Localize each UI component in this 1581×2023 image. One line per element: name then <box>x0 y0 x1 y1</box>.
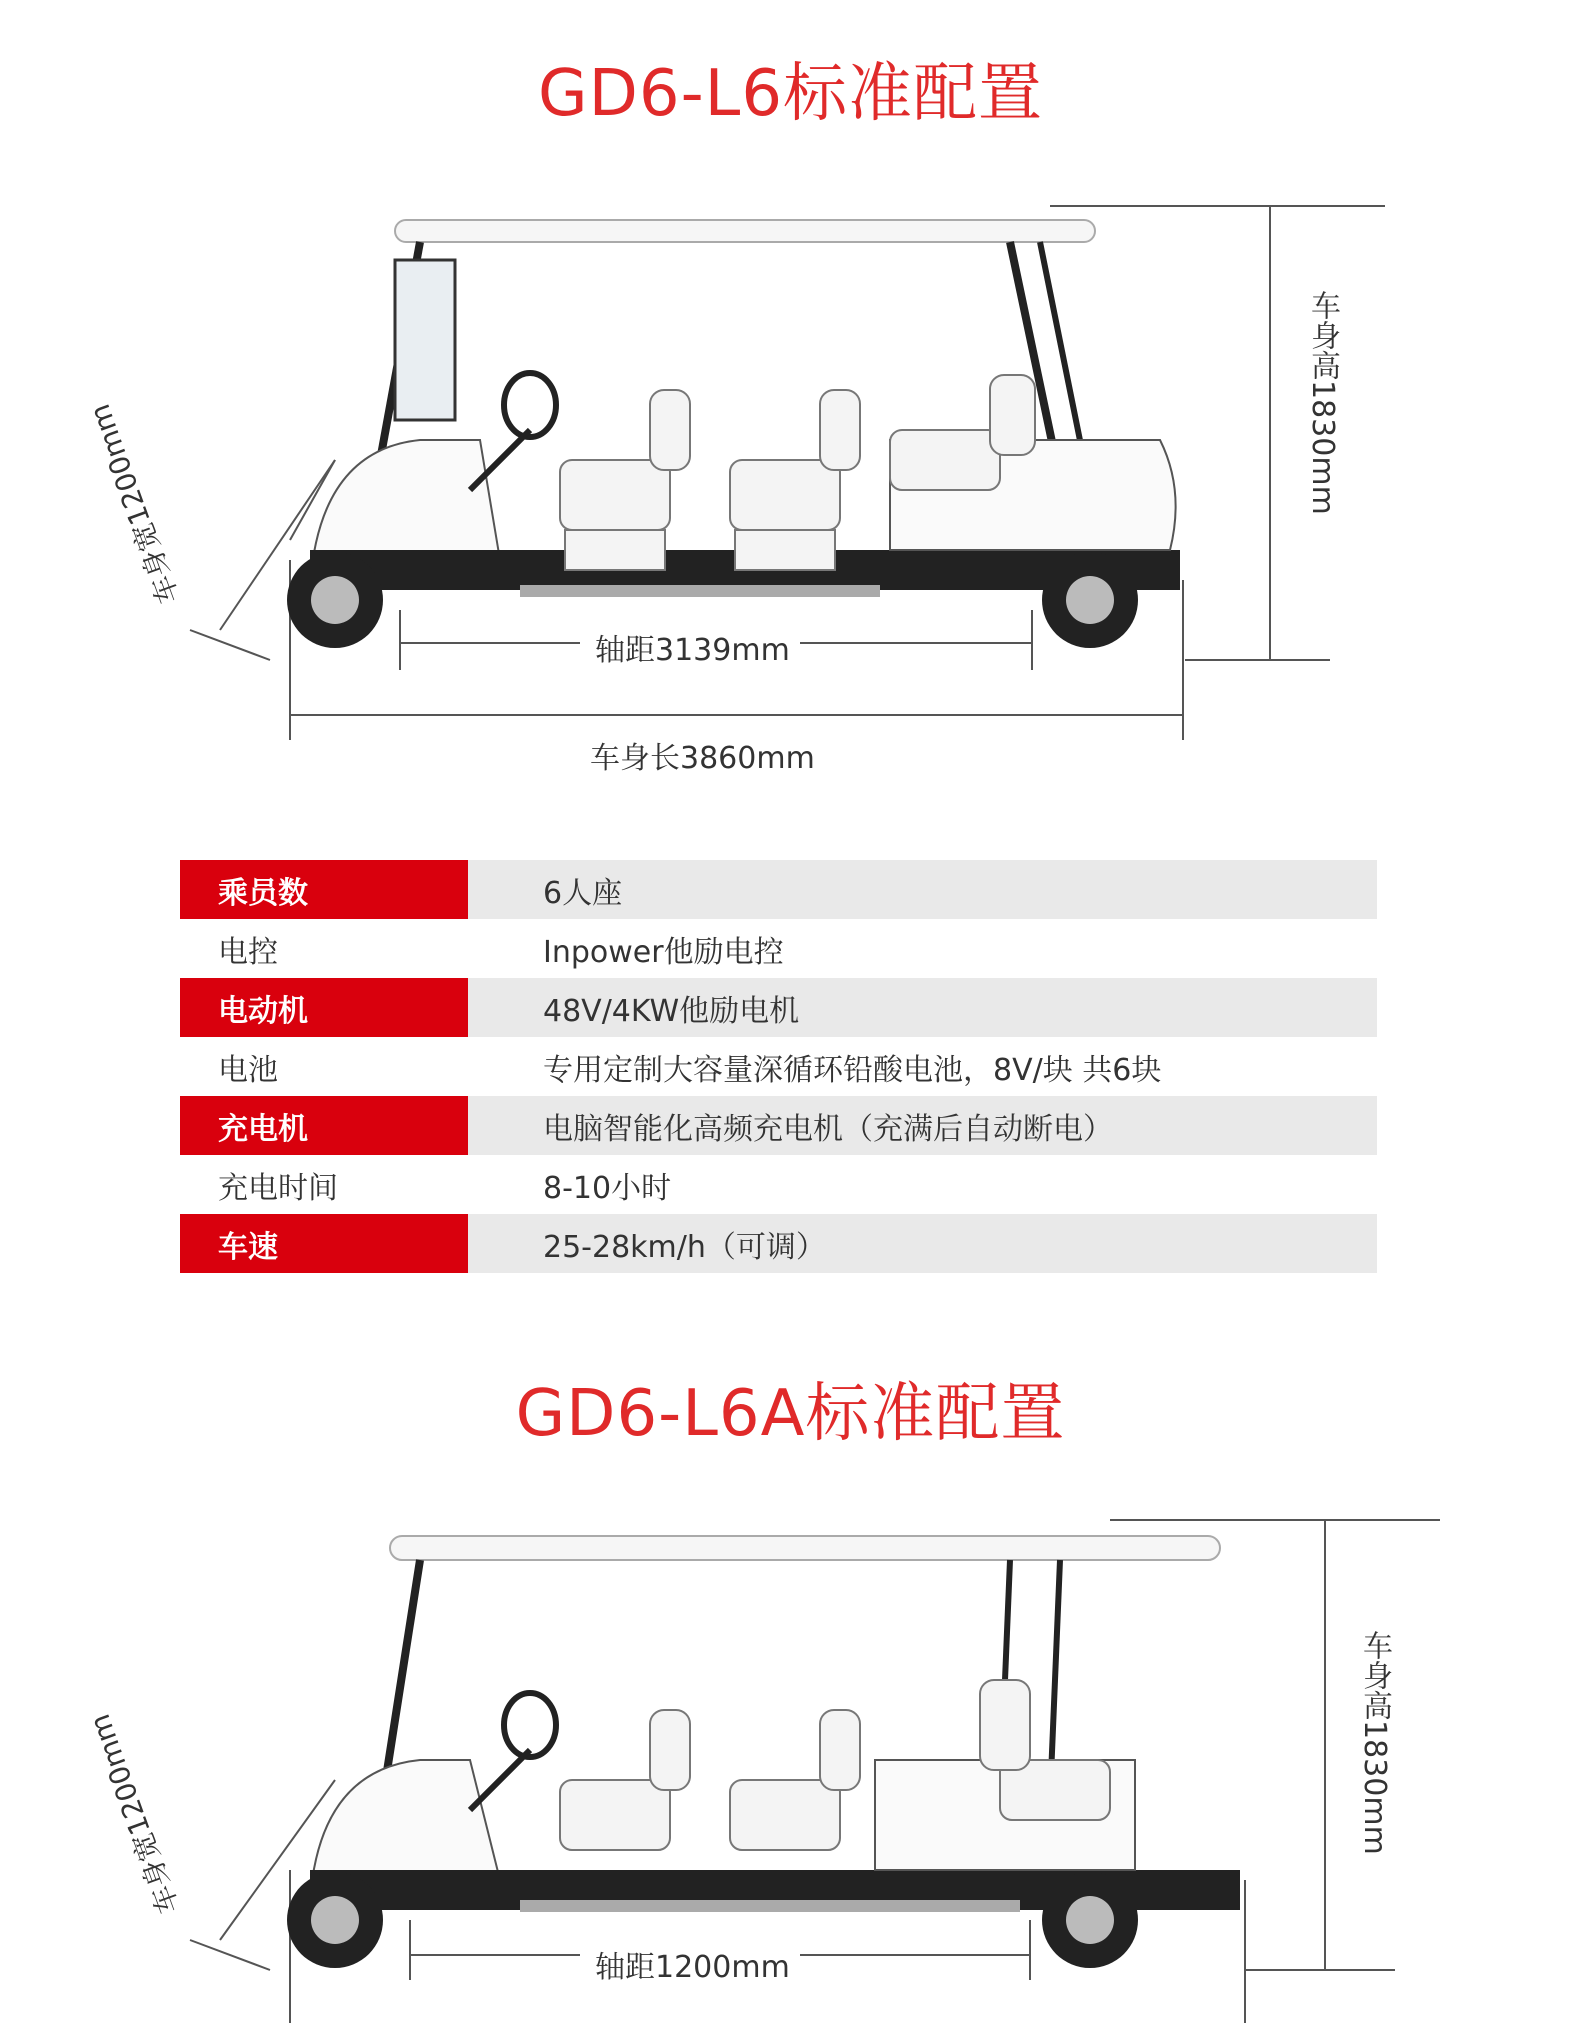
dimension-height: 车身高1830mm <box>1357 1630 1392 1855</box>
spec-value: 6人座 <box>468 860 1377 919</box>
spec-value: 专用定制大容量深循环铅酸电池，8V/块 共6块 <box>468 1037 1377 1096</box>
dimension-wheelbase: 轴距1200mm <box>595 1950 790 1985</box>
spec-label: 充电机 <box>180 1096 468 1155</box>
dimension-length: 车身长3860mm <box>590 741 815 776</box>
spec-row <box>180 1096 1377 1155</box>
dimension-wheelbase: 轴距3139mm <box>595 633 790 668</box>
spec-label: 电动机 <box>180 978 468 1037</box>
spec-row <box>180 1155 1377 1214</box>
cart-diagram-gd6-l6a <box>0 1500 1581 2023</box>
section-title-gd6-l6: GD6-L6标准配置 <box>537 57 1044 131</box>
spec-label: 电池 <box>180 1037 468 1096</box>
spec-table <box>180 860 1377 1273</box>
spec-label: 车速 <box>180 1214 468 1273</box>
spec-label: 乘员数 <box>180 860 468 919</box>
dimension-width: 车身宽1200mm <box>82 399 186 609</box>
cart-diagram-gd6-l6 <box>0 190 1581 790</box>
spec-row <box>180 978 1377 1037</box>
dimension-height: 车身高1830mm <box>1305 290 1340 515</box>
cart-body <box>287 1536 1240 1968</box>
cart-body <box>287 220 1180 648</box>
spec-value: 48V/4KW他励电机 <box>468 978 1377 1037</box>
spec-value: 电脑智能化高频充电机（充满后自动断电） <box>468 1096 1377 1155</box>
spec-row <box>180 860 1377 919</box>
spec-value: 25-28km/h（可调） <box>468 1214 1377 1273</box>
spec-label: 电控 <box>180 919 468 978</box>
spec-row <box>180 1037 1377 1096</box>
spec-label: 充电时间 <box>180 1155 468 1214</box>
dimension-width: 车身宽1200mm <box>82 1709 186 1919</box>
spec-value: 8-10小时 <box>468 1155 1377 1214</box>
spec-row <box>180 919 1377 978</box>
section-title-gd6-l6a: GD6-L6A标准配置 <box>515 1377 1066 1451</box>
cart-illustration <box>0 1500 1581 2023</box>
spec-row <box>180 1214 1377 1273</box>
spec-value: Inpower他励电控 <box>468 919 1377 978</box>
